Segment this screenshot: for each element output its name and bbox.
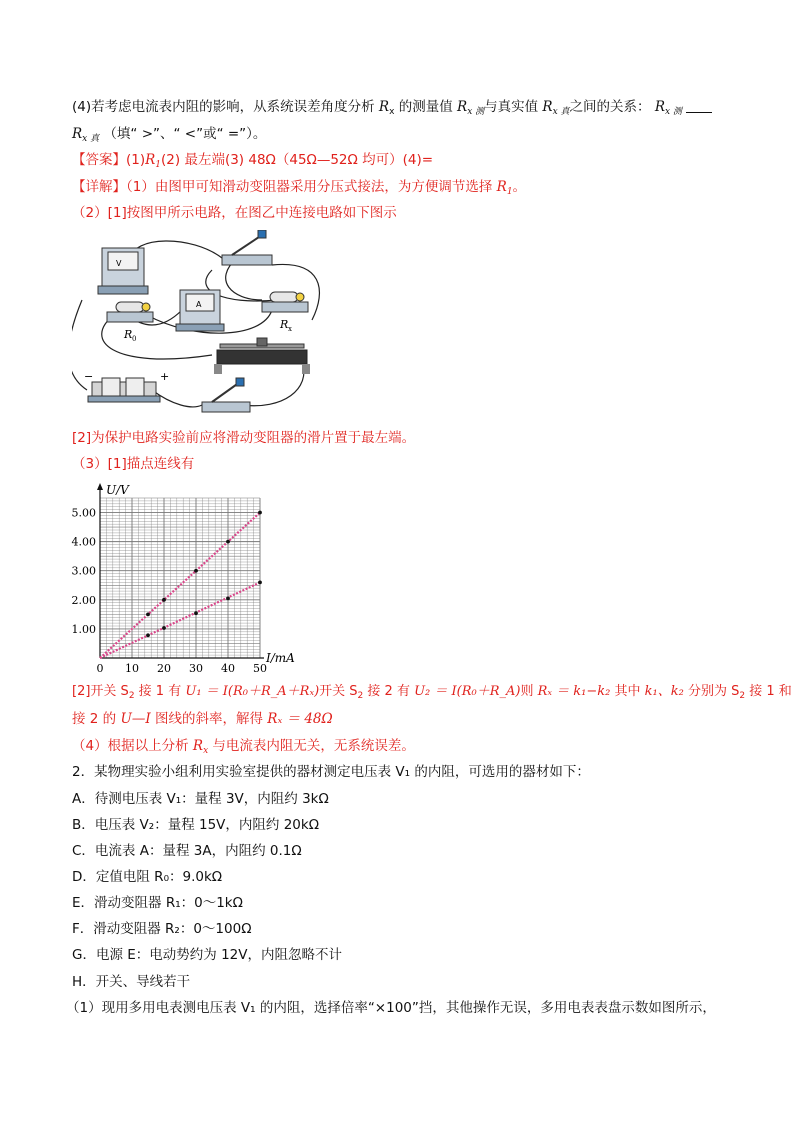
x-tick-label: 10 [125,662,139,675]
data-point [194,611,198,615]
svg-text:x: x [288,325,292,333]
data-point [162,598,166,602]
answer-blank[interactable] [686,98,712,113]
battery [84,370,169,402]
svg-text:−: − [84,370,94,383]
q4-line-2: $R_{x 真}$ （填“ >”、“ <”或“ =”）。 [72,126,267,144]
detail-line-7: （4）根据以上分析 $R_x$ 与电流表内阻无关，无系统误差。 [72,738,415,756]
svg-text:V: V [116,259,122,268]
x-tick-label: 40 [221,662,235,675]
svg-text:A: A [196,300,202,309]
q2-item: D．定值电阻 R₀：9.0kΩ [72,869,223,885]
resistor-r0 [107,302,153,343]
resistor-rx [262,292,308,333]
u-i-chart [60,476,320,676]
ammeter [176,290,224,331]
q2-item: C．电流表 A：量程 3A，内阻约 0.1Ω [72,843,302,859]
x-tick-label: 50 [253,662,267,675]
y-axis-label: U/V [106,483,129,497]
voltmeter [98,248,148,294]
svg-text:R: R [280,318,289,331]
detail-line-4: （3）[1]描点连线有 [72,456,195,472]
data-point [162,626,166,630]
wire [242,360,304,406]
detail-line-1: 【详解】（1）由图甲可知滑动变阻器采用分压式接法，为方便调节选择 $R_1$。 [72,179,527,197]
data-point [258,580,262,584]
detail-line-3: [2]为保护电路实验前应将滑动变阻器的滑片置于最左端。 [72,430,416,446]
x-tick-label: 20 [157,662,171,675]
answer-line: 【答案】$(1)R_1(2)$ 最左端(3) 48Ω（45Ω—52Ω 均可）(4)= [72,152,434,170]
svg-text:0: 0 [132,335,137,343]
circuit-diagram [72,230,332,420]
data-point [194,569,198,573]
x-tick-label: 0 [96,662,104,675]
detail-line-5: [2]开关 $S_2$ 接 1 有 U₁ ＝ I(R₀＋R_A＋Rₓ)开关 $S_2$ 接 2 有 U₂ ＝ I(R₀＋R_A)则 Rₓ ＝ k₁−k₂ 其中 k₁、k₂ 分别为 $S_2$ 接 1 和 [72,684,792,701]
q4-line-1: (4)若考虑电流表内阻的影响，从系统误差角度分析 $R_x$ 的测量值 $R_{x 测}$与真实值 $R_{x 真}$之间的关系： $R_{x 测}$ [72,97,712,122]
data-point [146,633,150,637]
data-point [146,612,150,616]
y-tick-label: 2.00 [71,593,96,607]
x-axis-label: I/mA [266,651,295,665]
q2-title: 2．某物理实验小组利用实验室提供的器材测定电压表 V₁ 的内阻，可选用的器材如下： [72,764,590,780]
q2-sub1: （1）现用多用电表测电压表 V₁ 的内阻，选择倍率“×100”挡，其他操作无误，多用电表表盘示数如图所示， [66,1000,716,1016]
y-tick-label: 5.00 [71,506,96,520]
q2-item: F．滑动变阻器 R₂：0～100Ω [72,921,252,937]
q2-item: G．电源 E：电动势约为 12V，内阻忽略不计 [72,947,342,963]
switch-2 [202,378,250,412]
svg-text:+: + [160,370,170,383]
x-tick-label: 30 [189,662,203,675]
rheostat [214,338,310,374]
data-point [226,596,230,600]
chart-points [146,511,262,638]
y-tick-label: 1.00 [71,622,96,636]
data-point [226,540,230,544]
q2-item: B．电压表 V₂：量程 15V，内阻约 20kΩ [72,817,320,833]
q2-item: E．滑动变阻器 R₁：0～1kΩ [72,895,243,911]
q2-item: H．开关、导线若干 [72,974,191,990]
svg-text:R: R [124,328,133,341]
detail-line-6: 接 2 的 U—I 图线的斜率，解得 Rₓ ＝ 48Ω [72,711,333,727]
y-tick-label: 4.00 [71,535,96,549]
chart-grid [100,498,260,658]
q2-item: A．待测电压表 V₁：量程 3V，内阻约 3kΩ [72,791,329,807]
data-point [258,511,262,515]
y-axis-arrow [97,483,103,490]
switch-1 [222,230,272,265]
y-tick-label: 3.00 [71,564,96,578]
detail-line-2: （2）[1]按图甲所示电路，在图乙中连接电路如下图示 [72,205,397,221]
